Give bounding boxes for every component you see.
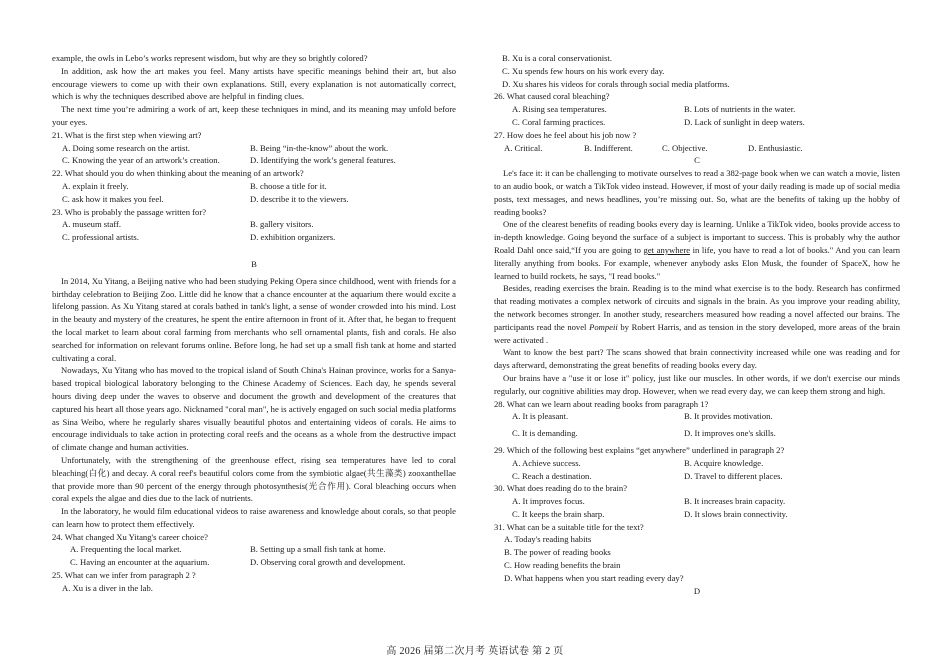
passage-b-paragraph-2: Nowadays, Xu Yitang who has moved to the tropical island of South China's Hainan province, works for a Sanya-based tropical biological laboratory belonging to the Chinese Academy of Sciences. Each day, he spends several hours diving deep under the waves to observe and document the growth and development of the creatures that captured his heart all those years ago. Nicknamed "coral man", he is actively engaged on such social media platforms as Sina Weibo, where he regularly shares visually beautiful photos and entertaining videos of corals. He aims to encourage individuals to take action in protecting coral reefs and the oceans as a whole from the destructive impact of climate change and human activities. xyxy=(52,365,456,453)
question-stem: 23. Who is probably the passage written for? xyxy=(52,206,207,217)
option-d: D. What happens when you start reading every day? xyxy=(504,572,684,583)
option-c: C. It keeps the brain sharp. xyxy=(512,508,605,519)
question-23 xyxy=(52,206,456,244)
option-a: A. museum staff. xyxy=(62,219,122,230)
option-c: C. professional artists. xyxy=(62,232,139,243)
option-b: B. Setting up a small fish tank at home. xyxy=(250,544,386,555)
option-b: B. It provides motivation. xyxy=(684,411,773,422)
passage-b-paragraph-1: In 2014, Xu Yitang, a Beijing native who had been studying Peking Opera since childhood, went with friends for a birthday celebration to Beijing Zoo. Little did he know that a chance encounter at the aquarium there would excite a lifelong passion. As Xu Yitang stared at corals bathed in tank's light, a sense of wonder crowded into his mind. Lost in the beauty and mystery of the creatures, he spent the entire afternoon in front of it. After that, he began to frequent the local market to learn about coral farming from merchants who sell ornamental plants, fish and corals. He also searched for information on relevant forums online. Before long, he had set up a small fish tank at home and started cultivating a coral. xyxy=(52,275,456,363)
question-25-continued xyxy=(494,52,900,90)
section-b-heading: B xyxy=(251,258,257,269)
question-stem: 28. What can we learn about reading books from paragraph 1? xyxy=(494,398,709,409)
option-a: A. It improves focus. xyxy=(512,496,585,507)
option-d: D. Travel to different places. xyxy=(684,470,783,481)
option-a: A. Today's reading habits xyxy=(504,534,592,545)
question-31 xyxy=(494,521,900,585)
option-b: B. Lots of nutrients in the water. xyxy=(684,104,796,115)
option-c: C. Knowing the year of an artwork’s creation. xyxy=(62,155,220,166)
question-27 xyxy=(494,129,900,155)
option-b: B. Xu is a coral conservationist. xyxy=(502,53,613,63)
question-stem: 22. What should you do when thinking about the meaning of an artwork? xyxy=(52,168,304,179)
passage-c-paragraph-4: Want to know the best part? The scans showed that brain connectivity increased while one was reading and for days afterward, demonstrating the great benefits of reading books every day. xyxy=(494,347,900,371)
option-c: C. It is demanding. xyxy=(512,428,578,439)
option-a: A. Rising sea temperatures. xyxy=(512,104,607,115)
option-c: C. Objective. xyxy=(662,142,708,153)
passage-b-paragraph-3: Unfortunately, with the strengthening of the greenhouse effect, rising sea temperatures have led to coral bleaching(白化) and decay. A coral reef's beautiful colors come from the symbiotic algae(共生藻类) zooxanthellae that provide more than 90 percent of the energy through photosynthesis(光合作用). Coral bleaching occurs when coral expels the algae and dies due to the lack of nutrients. xyxy=(52,454,456,504)
option-d: D. It improves one's skills. xyxy=(684,428,776,439)
question-stem: 29. Which of the following best explains “get anywhere” underlined in paragraph 2? xyxy=(494,444,785,455)
option-c: C. How reading benefits the brain xyxy=(504,560,621,571)
right-column xyxy=(494,52,900,597)
option-b: B. Acquire knowledge. xyxy=(684,457,764,468)
option-a: A. explain it freely. xyxy=(62,180,129,191)
option-c: C. Xu spends few hours on his work every day. xyxy=(502,65,665,76)
question-29 xyxy=(494,444,900,482)
question-25 xyxy=(52,569,456,595)
option-d: D. exhibition organizers. xyxy=(250,232,336,243)
question-stem: 21. What is the first step when viewing art? xyxy=(52,129,202,140)
passage-a-text: In addition, ask how the art makes you feel. Many artists have specific meanings behind their art, but also encourage viewers to come up with their own explanations. Still, every explanation is not automatically correct, which is why the techniques described above are helpful in finding clues. xyxy=(52,65,456,102)
passage-a-text: example, the owls in Lebo’s works represent wisdom, but why are they so brightly colored? xyxy=(52,53,368,63)
left-column xyxy=(52,52,456,595)
option-d: D. describe it to the viewers. xyxy=(250,193,349,204)
option-d: D. Lack of sunlight in deep waters. xyxy=(684,116,805,127)
option-a: A. Doing some research on the artist. xyxy=(62,142,190,153)
option-d: D. It slows brain connectivity. xyxy=(684,508,788,519)
passage-c-paragraph-2: One of the clearest benefits of reading books every day is learning. Unlike a TikTok video, books provide access to in-depth knowledge. Going beyond the surface of a subject is important to success. This is probably why the author Roald Dahl once said,“If you are going to get anywhere in life, you have to read a lot of books." And you can learn literally anything from books. For example, whenever anybody asks Elon Musk, the founder of SpaceX, how he learned to build rockets, he says, "I read books." xyxy=(494,219,900,281)
question-24 xyxy=(52,531,456,569)
option-b: B. Being “in-the-know” about the work. xyxy=(250,142,389,153)
option-b: B. choose a title for it. xyxy=(250,180,327,191)
option-a: A. Critical. xyxy=(504,142,543,153)
option-c: C. Coral farming practices. xyxy=(512,116,606,127)
option-d: D. Identifying the work’s general features. xyxy=(250,155,396,166)
passage-c-paragraph-1: Le's face it: it can be challenging to motivate ourselves to read a 382-page book when we can watch a movie, listen to an audio book, or watch a TikTok video instead. However, if most of your daily reading is made up of social media posts, text messages, and news headlines, you’re missing out. So, what are the benefits of taking up the hobby of reading books? xyxy=(494,168,900,217)
option-d: D. Xu shares his videos for corals through social media platforms. xyxy=(502,78,730,89)
option-a: A. Frequenting the local market. xyxy=(70,544,182,555)
option-c: C. ask how it makes you feel. xyxy=(62,193,164,204)
option-b: B. gallery visitors. xyxy=(250,219,314,230)
page-footer: 高 2026 届第二次月考 英语试卷 第 2 页 xyxy=(386,646,564,657)
question-stem: 30. What does reading do to the brain? xyxy=(494,483,628,494)
option-c: C. Having an encounter at the aquarium. xyxy=(70,557,210,568)
section-d-heading: D xyxy=(693,585,701,596)
option-d: D. Enthusiastic. xyxy=(748,142,803,153)
question-stem: 24. What changed Xu Yitang's career choice? xyxy=(52,531,208,542)
option-c: C. Reach a destination. xyxy=(512,470,592,481)
question-stem: 25. What can we infer from paragraph 2 ? xyxy=(52,570,196,581)
question-22 xyxy=(52,167,456,205)
option-a: A. Achieve success. xyxy=(512,457,581,468)
option-d: D. Observing coral growth and development. xyxy=(250,557,406,568)
option-b: B. The power of reading books xyxy=(504,547,611,558)
section-c-heading: C xyxy=(694,155,700,166)
question-30 xyxy=(494,482,900,520)
novel-title: Pompeii xyxy=(589,321,618,332)
passage-a-text: The next time you’re admiring a work of art, keep these techniques in mind, and its meaning may unfold before your eyes. xyxy=(52,104,456,127)
passage-c-paragraph-5: Our brains have a "use it or lose it" policy, just like our muscles. In other words, if we don't exercise our minds regularly, our cognitive abilities may drop. However, when we read every day, we can keep them strong and high. xyxy=(494,372,900,396)
question-stem: 31. What can be a suitable title for the text? xyxy=(494,521,644,532)
question-stem: 27. How does he feel about his job now ? xyxy=(494,129,637,140)
passage-b-paragraph-4: In the laboratory, he would film educational videos to raise awareness and knowledge about corals, so that people can learn how to protect them effectively. xyxy=(52,506,456,529)
option-b: B. Indifferent. xyxy=(584,142,633,153)
option-a: A. Xu is a diver in the lab. xyxy=(62,582,153,593)
option-b: B. It increases brain capacity. xyxy=(684,496,786,507)
question-21 xyxy=(52,129,456,167)
underlined-phrase: get anywhere xyxy=(643,244,691,255)
question-stem: 26. What caused coral bleaching? xyxy=(494,91,610,102)
question-28 xyxy=(494,398,900,440)
passage-c-paragraph-3: Besides, reading exercises the brain. Reading is to the mind what exercise is to the body. Research has confirmed that reading motivates a complex network of circuits and signals in the brain. As you improve your reading ability, the network becomes stronger. In another study, researchers measured how reading a novel affected our brains. The participants read the novel Pompeii by Robert Harris, and as tension in the story developed, more areas of the brain were activated . xyxy=(494,283,900,345)
option-a: A. It is pleasant. xyxy=(512,411,569,422)
question-26 xyxy=(494,90,900,128)
